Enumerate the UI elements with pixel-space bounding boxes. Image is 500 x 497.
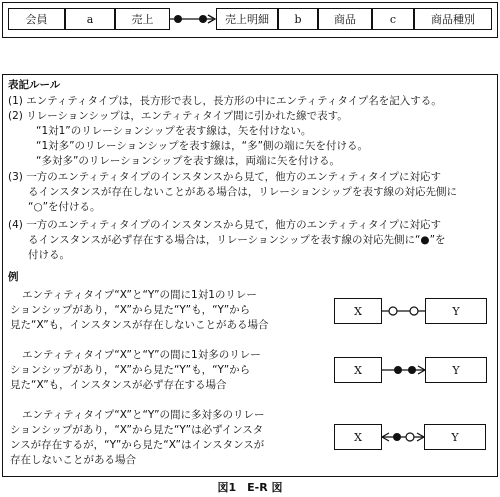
entity-sales-label: 売上 (131, 13, 154, 26)
example-3-y-label: Y (451, 430, 459, 444)
figure-caption: 図1 E-R 図 (217, 481, 283, 494)
example-3-line-2: ションシップがあり，“X”から見た“Y”は必ずインスタ (10, 424, 264, 436)
example-2-x-label: X (354, 363, 362, 377)
example-3-line-4: 存在しないことがある場合 (10, 454, 136, 466)
top-filled-marker-left (174, 15, 182, 23)
example-1-y-label: Y (452, 304, 460, 318)
rule-line-5: “多対多”のリレーションシップを表す線は，両端に矢を付ける。 (36, 155, 340, 167)
slot-c-label: c (389, 12, 397, 26)
example-2-entity-y (425, 357, 487, 383)
rule-line-4: “1対多”のリレーションシップを表す線は，“多”側の端に矢を付ける。 (36, 140, 369, 152)
rule-line-9: (4) 一方のエンティティタイプのインスタンスから見て，他方のエンティティタイプに対応す (8, 219, 441, 231)
entity-sales-detail-label: 売上明細 (225, 13, 269, 26)
example-1-entity-x (334, 298, 382, 324)
example-1-entity-y (425, 298, 487, 324)
example-3-line-3: ンスが存在するが，“Y”から見た“X”はインスタンスが (10, 439, 265, 451)
example-3-entity-x (334, 424, 382, 450)
rule-line-10: るインスタンスが必ず存在する場合は，リレーションシップを表す線の対応先側に“●”を (28, 234, 446, 246)
rule-line-8: “○”を付ける。 (28, 201, 101, 213)
example-2-line-3: 見た“X”も，インスタンスが必ず存在する場合 (10, 379, 227, 391)
entity-member-label: 会員 (25, 13, 48, 26)
slot-a-label: a (86, 12, 94, 26)
example-3-x-label: X (354, 430, 362, 444)
example-2-y-label: Y (452, 363, 460, 377)
rule-line-3: “1対1”のリレーションシップを表す線は，矢を付けない。 (36, 125, 312, 137)
rule-line-2: (2) リレーションシップは，エンティティタイプ間に引かれた線で表す。 (8, 110, 348, 122)
examples-heading: 例 (8, 271, 19, 283)
example-2-line-2: ションシップがあり，“X”から見た“Y”も，“Y”から (10, 364, 251, 376)
top-filled-marker-right (199, 15, 207, 23)
slot-b-label: b (294, 12, 302, 26)
example-1-line-2: ションシップがあり，“X”から見た“Y”も，“Y”から (10, 304, 251, 316)
rule-line-6: (3) 一方のエンティティタイプのインスタンスから見て，他方のエンティティタイプに対応す (8, 171, 441, 183)
example-2-entity-x (334, 357, 382, 383)
example-1-line-1: エンティティタイプ“X”と“Y”の間に1対1のリレー (22, 289, 257, 301)
entity-product-label: 商品 (334, 13, 356, 26)
example-3-entity-y (424, 424, 486, 450)
rule-line-7: るインスタンスが存在しないことがある場合は，リレーションシップを表す線の対応先側に (28, 186, 457, 198)
example-3-line-1: エンティティタイプ“X”と“Y”の間に多対多のリレー (22, 409, 265, 421)
rules-heading: 表記ルール (8, 79, 61, 91)
example-2-line-1: エンティティタイプ“X”と“Y”の間に1対多のリレー (22, 349, 261, 361)
example-1-line-3: 見た“X”も，インスタンスが存在しないことがある場合 (10, 319, 269, 331)
example-1-x-label: X (354, 304, 362, 318)
entity-product-category-label: 商品種別 (431, 13, 475, 26)
rule-line-11: 付ける。 (28, 249, 70, 261)
rule-line-1: (1) エンティティタイプは，長方形で表し，長方形の中にエンティティタイプ名を記入する。 (8, 95, 442, 107)
